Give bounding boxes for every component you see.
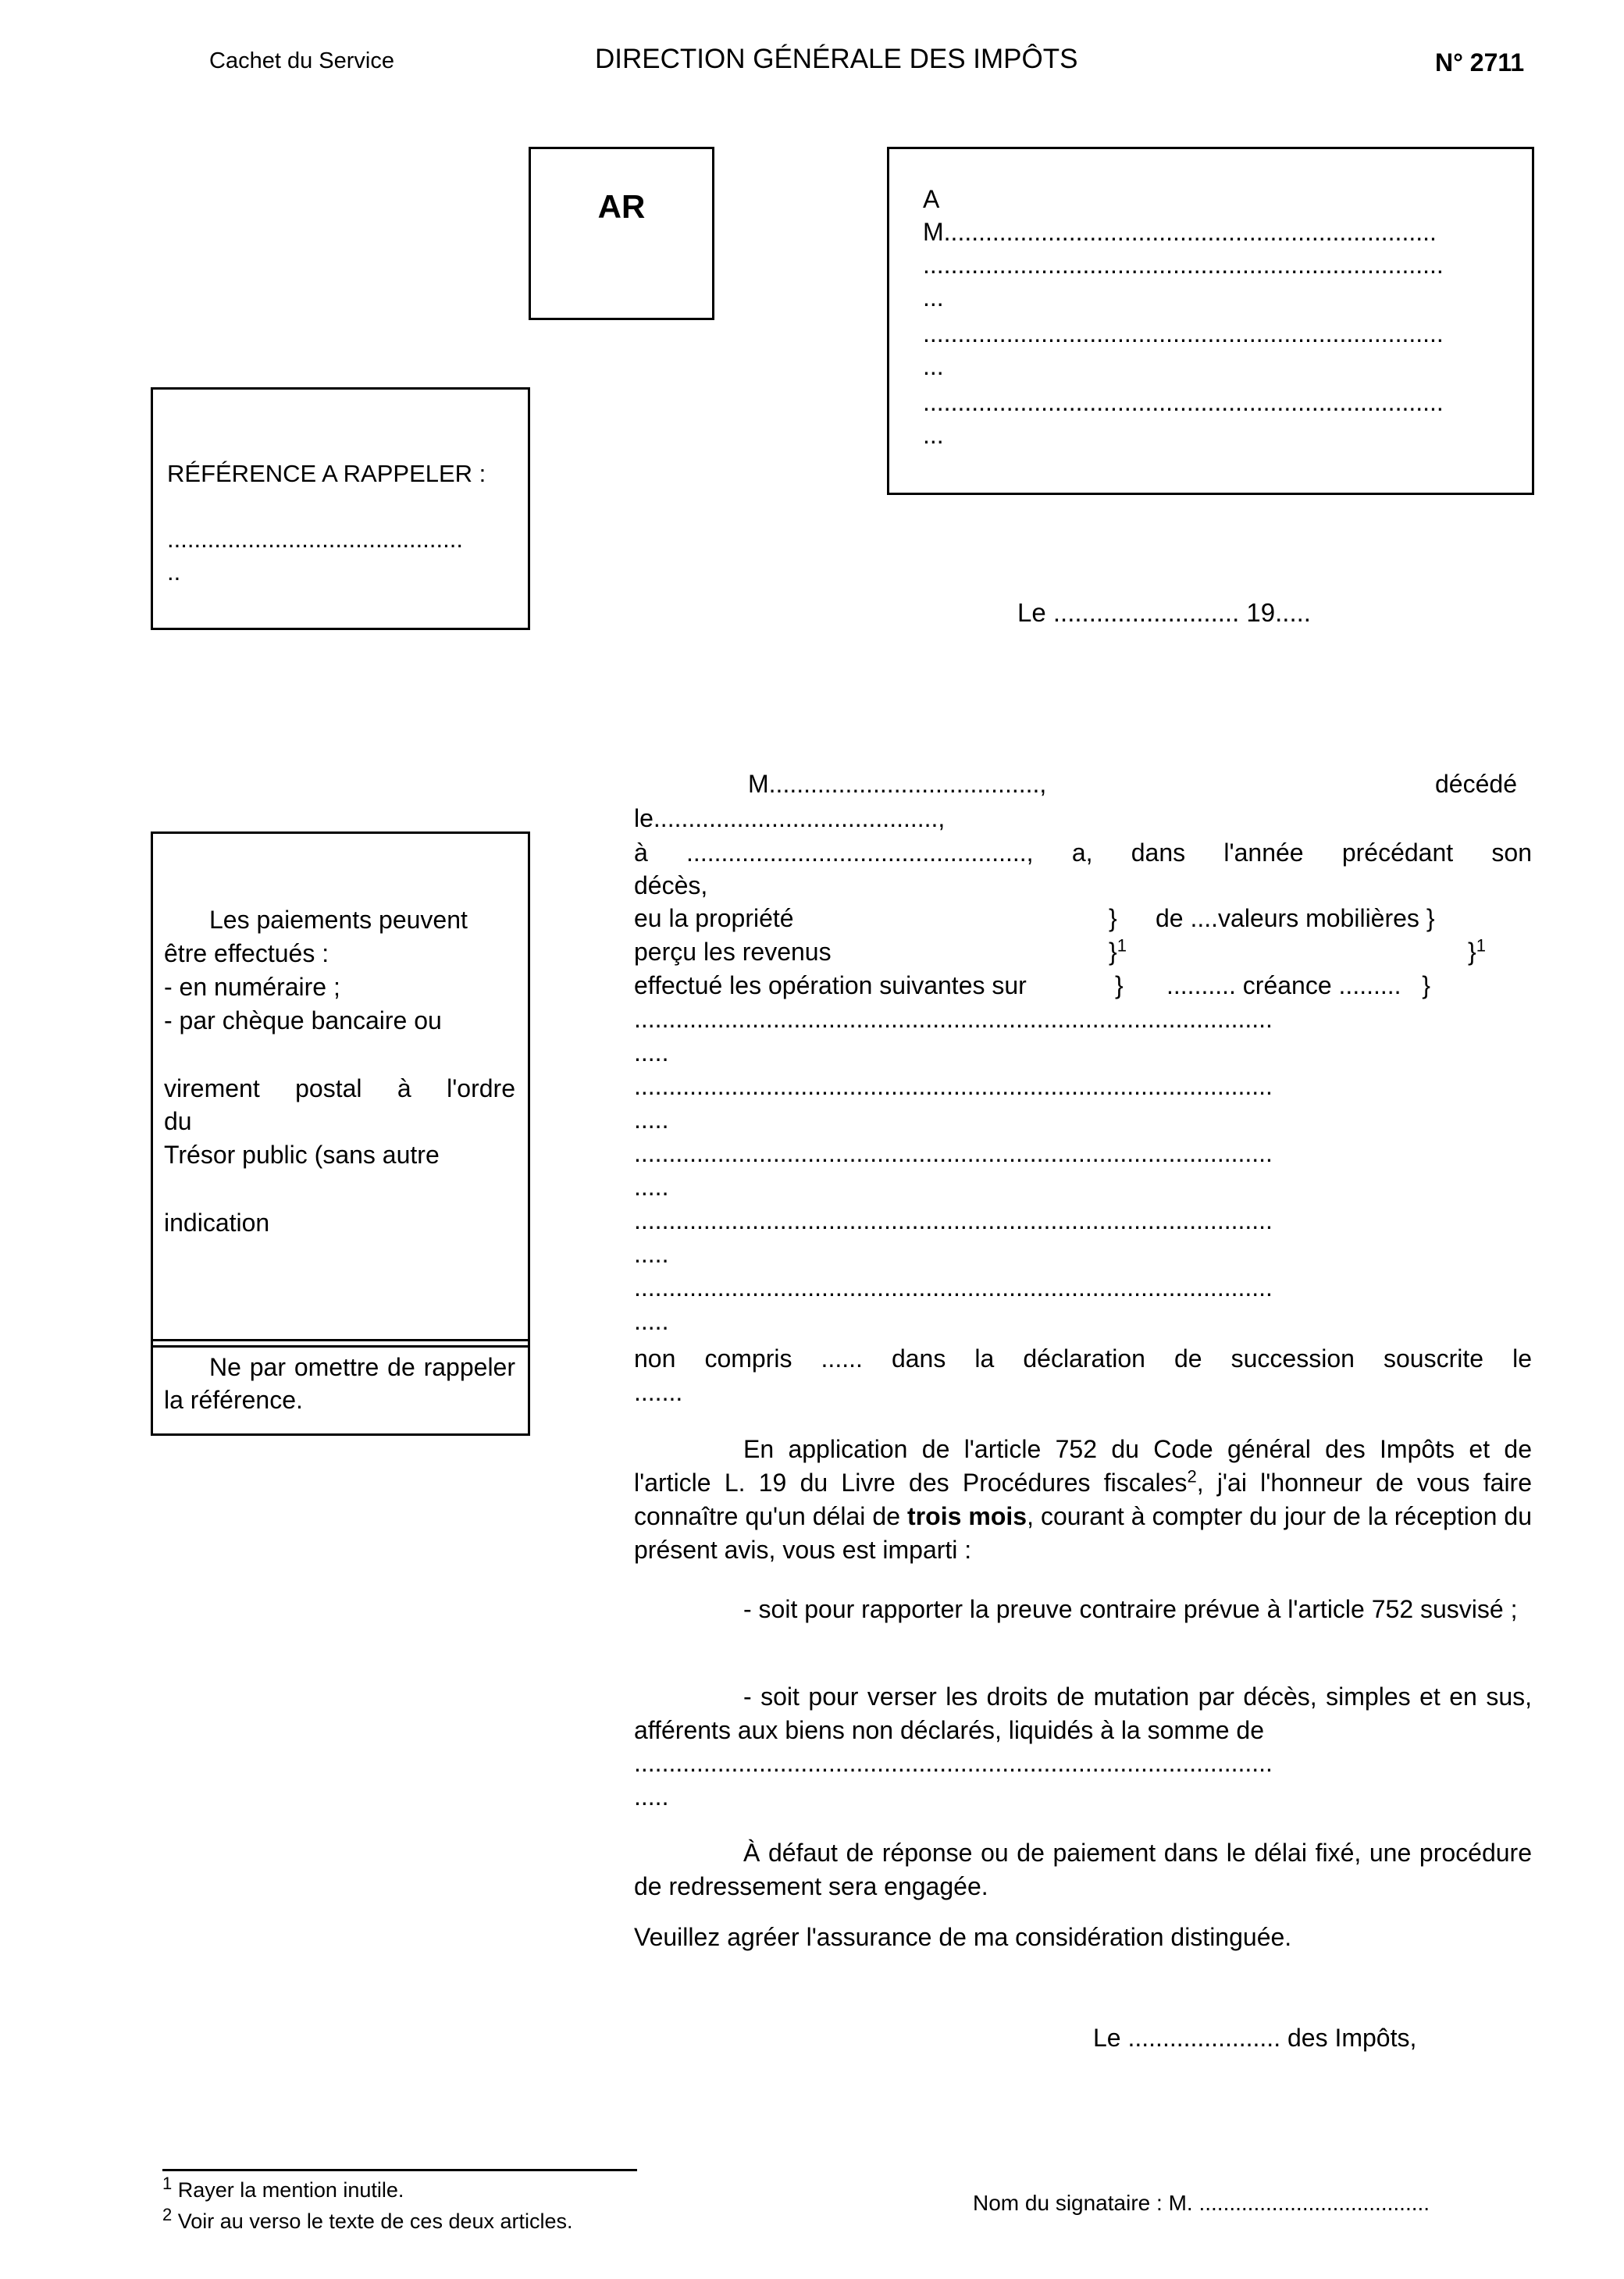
p1-text-c: , courant à compter du jour de la réception du présent avis, vous est imparti : <box>634 1502 1533 1564</box>
reference-box <box>151 387 530 630</box>
ar-label: AR <box>597 188 646 225</box>
non-compris-dots: ....... <box>634 1378 683 1406</box>
closing-formula: Veuillez agréer l'assurance de ma considération distinguée. <box>634 1923 1292 1951</box>
date-line: Le .......................... 19..... <box>1017 598 1311 627</box>
dots-short-5: ..... <box>634 1307 669 1335</box>
paragraph-defaut: À défaut de réponse ou de paiement dans le délai fixé, une procédure de redressement sera engagée. <box>634 1839 1532 1900</box>
address-line-2: M....................................................................... <box>923 218 1437 246</box>
dots-line-2: ............................................................................................ <box>634 1072 1273 1100</box>
reference-label: RÉFÉRENCE A RAPPELER : <box>167 460 486 487</box>
payment-line-7: du <box>164 1107 192 1135</box>
valeurs-mobilieres: de ....valeurs mobilières } <box>1156 904 1435 932</box>
decede-label: décédé <box>1435 770 1517 798</box>
address-line-4: ... <box>923 283 944 312</box>
somme-dots: ............................................................................................ <box>634 1749 1273 1777</box>
paragraph-application <box>634 1433 1532 1567</box>
payment-line-6: virement postal à l'ordre <box>164 1074 515 1102</box>
signature-line: Le ...................... des Impôts, <box>1093 2024 1417 2052</box>
footnote-ref-2: 2 <box>1187 1466 1197 1487</box>
reference-dots-1: ............................................ <box>167 525 463 553</box>
operations-label: effectué les opération suivantes sur <box>634 971 1027 999</box>
address-box <box>887 147 1534 495</box>
dots-short-2: ..... <box>634 1106 669 1134</box>
trois-mois: trois mois <box>907 1502 1027 1530</box>
propriete-label: eu la propriété <box>634 904 794 932</box>
address-line-8: ... <box>923 421 944 449</box>
propriete-brace: } <box>1109 904 1117 932</box>
cachet-du-service: Cachet du Service <box>209 48 394 73</box>
payment-line-8: Trésor public (sans autre <box>164 1141 440 1169</box>
signataire-line: Nom du signataire : M. ...................................... <box>973 2191 1430 2215</box>
non-compris-line: non compris ...... dans la déclaration de succession souscrite le <box>634 1344 1532 1373</box>
address-line-1: A <box>923 185 940 213</box>
revenus-label: perçu les revenus <box>634 938 832 966</box>
form-number: N° 2711 <box>1435 48 1525 77</box>
revenus-brace-right-char: } <box>1468 938 1476 966</box>
somme-dots-short: ..... <box>634 1782 669 1811</box>
p1-text-a: En application de l'article 752 du Code général des Impôts et de l'article L. 19 du Livre des Procédures fiscales <box>634 1435 1532 1497</box>
payment-line-10: indication <box>164 1209 270 1237</box>
footnote-1 <box>162 2174 404 2202</box>
dots-line-4: ............................................................................................ <box>634 1206 1273 1234</box>
deceased-name-line: M......................................., <box>748 770 1047 798</box>
footnote-ref-1a: 1 <box>1116 935 1127 956</box>
death-date-line: le........................................., <box>634 804 946 832</box>
paragraph-soit-verser: - soit pour verser les droits de mutation par décès, simples et en sus, afférents aux biens non déclarés, liquidés à la somme de <box>634 1683 1532 1744</box>
dots-line-3: ............................................................................................ <box>634 1139 1273 1167</box>
payment-footer: Ne par omettre de rappeler la référence. <box>164 1353 515 1414</box>
payment-box <box>151 831 530 1436</box>
payment-line-2: être effectués : <box>164 939 329 967</box>
paragraph-soit-preuve: - soit pour rapporter la preuve contraire prévue à l'article 752 susvisé ; <box>743 1595 1518 1623</box>
payment-line-3: - en numéraire ; <box>164 973 340 1001</box>
deces-line: décès, <box>634 871 708 899</box>
footnote-1-text: Rayer la mention inutile. <box>177 2178 404 2202</box>
footnote-rule <box>162 2169 637 2171</box>
payment-line-4: - par chèque bancaire ou <box>164 1006 442 1034</box>
dots-line-5: ............................................................................................ <box>634 1273 1273 1302</box>
payment-separator <box>153 1339 528 1348</box>
address-line-6: ... <box>923 352 944 380</box>
footnote-ref-1b: 1 <box>1476 935 1486 956</box>
reference-dots-2: .. <box>167 558 181 586</box>
revenus-brace-right <box>1468 935 1486 967</box>
payment-line-1: Les paiements peuvent <box>209 906 468 934</box>
p1-text-b: , j'ai l'honneur de vous faire connaître qu'un délai de <box>634 1469 1533 1530</box>
document-title: DIRECTION GÉNÉRALE DES IMPÔTS <box>595 44 1078 74</box>
dots-line-1: ............................................................................................ <box>634 1005 1273 1033</box>
dots-short-4: ..... <box>634 1240 669 1268</box>
creance-line: .......... créance ......... } <box>1166 971 1430 999</box>
address-line-3: ........................................................................... <box>923 251 1444 279</box>
dots-short-1: ..... <box>634 1038 669 1067</box>
revenus-brace <box>1109 935 1127 967</box>
footnote-1-num: 1 <box>162 2174 173 2193</box>
place-line: à ................................................., a, dans l'année précédant son <box>634 839 1532 867</box>
address-line-7: ........................................................................... <box>923 388 1444 416</box>
footnote-2 <box>162 2205 573 2234</box>
address-line-5: ........................................................................... <box>923 319 1444 347</box>
operations-brace: } <box>1115 971 1124 999</box>
ar-box <box>529 147 714 320</box>
footnote-2-num: 2 <box>162 2205 173 2224</box>
dots-short-3: ..... <box>634 1173 669 1201</box>
footnote-2-text: Voir au verso le texte de ces deux articles. <box>177 2210 573 2233</box>
revenus-brace-char: } <box>1109 938 1117 966</box>
